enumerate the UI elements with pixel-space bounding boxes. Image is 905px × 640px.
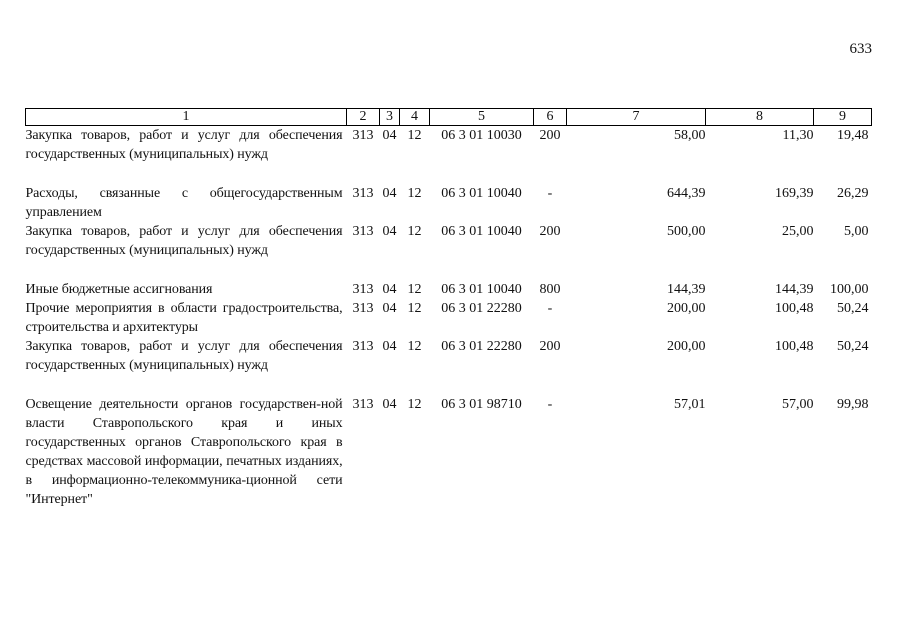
row-name-cell: Закупка товаров, работ и услуг для обеспечения государственных (муниципальных) нужд xyxy=(25,128,343,162)
subsection-cell: 12 xyxy=(407,339,422,354)
row-spacer xyxy=(26,260,872,280)
table-header-row xyxy=(26,109,872,126)
table-row xyxy=(26,299,872,337)
subsection-cell: 12 xyxy=(407,282,422,297)
section-cell: 04 xyxy=(382,301,397,316)
section-cell: 04 xyxy=(382,224,397,239)
subsection-cell: 12 xyxy=(407,224,422,239)
column-header: 5 xyxy=(430,109,534,126)
percent-cell: 50,24 xyxy=(837,301,869,316)
admin-code-cell: 313 xyxy=(352,224,374,239)
plan-amount-cell: 58,00 xyxy=(674,128,706,143)
expense-type-cell: 200 xyxy=(539,224,561,239)
section-cell: 04 xyxy=(382,186,397,201)
actual-amount-cell: 11,30 xyxy=(782,128,814,143)
row-spacer-cell xyxy=(26,164,872,184)
column-header: 4 xyxy=(400,109,430,126)
row-name-cell: Освещение деятельности органов государствен-ной власти Ставропольского края и иных государственных органов Ставропольского края в средствах массовой информации, печатных изданиях, в информационно-телекоммуника-ционной сети "Интернет" xyxy=(25,397,343,507)
actual-amount-cell: 100,48 xyxy=(775,301,814,316)
subsection-cell: 12 xyxy=(407,128,422,143)
plan-amount-cell: 200,00 xyxy=(667,301,706,316)
admin-code-cell: 313 xyxy=(352,301,374,316)
actual-amount-cell: 57,00 xyxy=(782,397,814,412)
page-number: 633 xyxy=(849,41,872,57)
target-article-cell: 06 3 01 10040 xyxy=(441,224,522,239)
row-name-cell: Иные бюджетные ассигнования xyxy=(25,282,213,297)
actual-amount-cell: 144,39 xyxy=(775,282,814,297)
budget-table xyxy=(25,108,872,509)
plan-amount-cell: 57,01 xyxy=(674,397,706,412)
target-article-cell: 06 3 01 22280 xyxy=(441,339,522,354)
target-article-cell: 06 3 01 22280 xyxy=(441,301,522,316)
expense-type-cell: - xyxy=(547,397,553,412)
table-body xyxy=(26,126,872,510)
percent-cell: 50,24 xyxy=(837,339,869,354)
subsection-cell: 12 xyxy=(407,301,422,316)
plan-amount-cell: 500,00 xyxy=(667,224,706,239)
expense-type-cell: 200 xyxy=(539,128,561,143)
row-name-cell: Расходы, связанные с общегосударственным управлением xyxy=(25,186,343,220)
percent-cell: 26,29 xyxy=(837,186,869,201)
section-cell: 04 xyxy=(382,339,397,354)
admin-code-cell: 313 xyxy=(352,397,374,412)
actual-amount-cell: 25,00 xyxy=(782,224,814,239)
plan-amount-cell: 644,39 xyxy=(667,186,706,201)
admin-code-cell: 313 xyxy=(352,282,374,297)
plan-amount-cell: 144,39 xyxy=(667,282,706,297)
row-spacer-cell xyxy=(26,260,872,280)
expense-type-cell: - xyxy=(547,186,553,201)
admin-code-cell: 313 xyxy=(352,339,374,354)
section-cell: 04 xyxy=(382,397,397,412)
target-article-cell: 06 3 01 98710 xyxy=(441,397,522,412)
expense-type-cell: 800 xyxy=(539,282,561,297)
percent-cell: 99,98 xyxy=(837,397,869,412)
admin-code-cell: 313 xyxy=(352,186,374,201)
section-cell: 04 xyxy=(382,128,397,143)
row-name-cell: Закупка товаров, работ и услуг для обеспечения государственных (муниципальных) нужд xyxy=(25,339,343,373)
table-row xyxy=(26,184,872,222)
table-row xyxy=(26,395,872,509)
actual-amount-cell: 100,48 xyxy=(775,339,814,354)
section-cell: 04 xyxy=(382,282,397,297)
table-row xyxy=(26,126,872,165)
row-spacer xyxy=(26,375,872,395)
row-name-cell: Прочие мероприятия в области градостроительства, строительства и архитектуры xyxy=(25,301,343,335)
subsection-cell: 12 xyxy=(407,397,422,412)
target-article-cell: 06 3 01 10040 xyxy=(441,282,522,297)
target-article-cell: 06 3 01 10040 xyxy=(441,186,522,201)
expense-type-cell: - xyxy=(547,301,553,316)
row-spacer xyxy=(26,164,872,184)
target-article-cell: 06 3 01 10030 xyxy=(441,128,522,143)
percent-cell: 100,00 xyxy=(830,282,869,297)
column-header: 9 xyxy=(814,109,872,126)
admin-code-cell: 313 xyxy=(352,128,374,143)
row-name-cell: Закупка товаров, работ и услуг для обеспечения государственных (муниципальных) нужд xyxy=(25,224,343,258)
column-header: 8 xyxy=(706,109,814,126)
column-header: 2 xyxy=(347,109,380,126)
plan-amount-cell: 200,00 xyxy=(667,339,706,354)
column-header: 1 xyxy=(26,109,347,126)
column-header: 7 xyxy=(567,109,706,126)
column-header: 6 xyxy=(534,109,567,126)
table-row xyxy=(26,337,872,375)
row-spacer-cell xyxy=(26,375,872,395)
actual-amount-cell: 169,39 xyxy=(775,186,814,201)
expense-type-cell: 200 xyxy=(539,339,561,354)
subsection-cell: 12 xyxy=(407,186,422,201)
percent-cell: 19,48 xyxy=(837,128,869,143)
column-header: 3 xyxy=(380,109,400,126)
percent-cell: 5,00 xyxy=(844,224,869,239)
table-row xyxy=(26,222,872,260)
table-row xyxy=(26,280,872,299)
